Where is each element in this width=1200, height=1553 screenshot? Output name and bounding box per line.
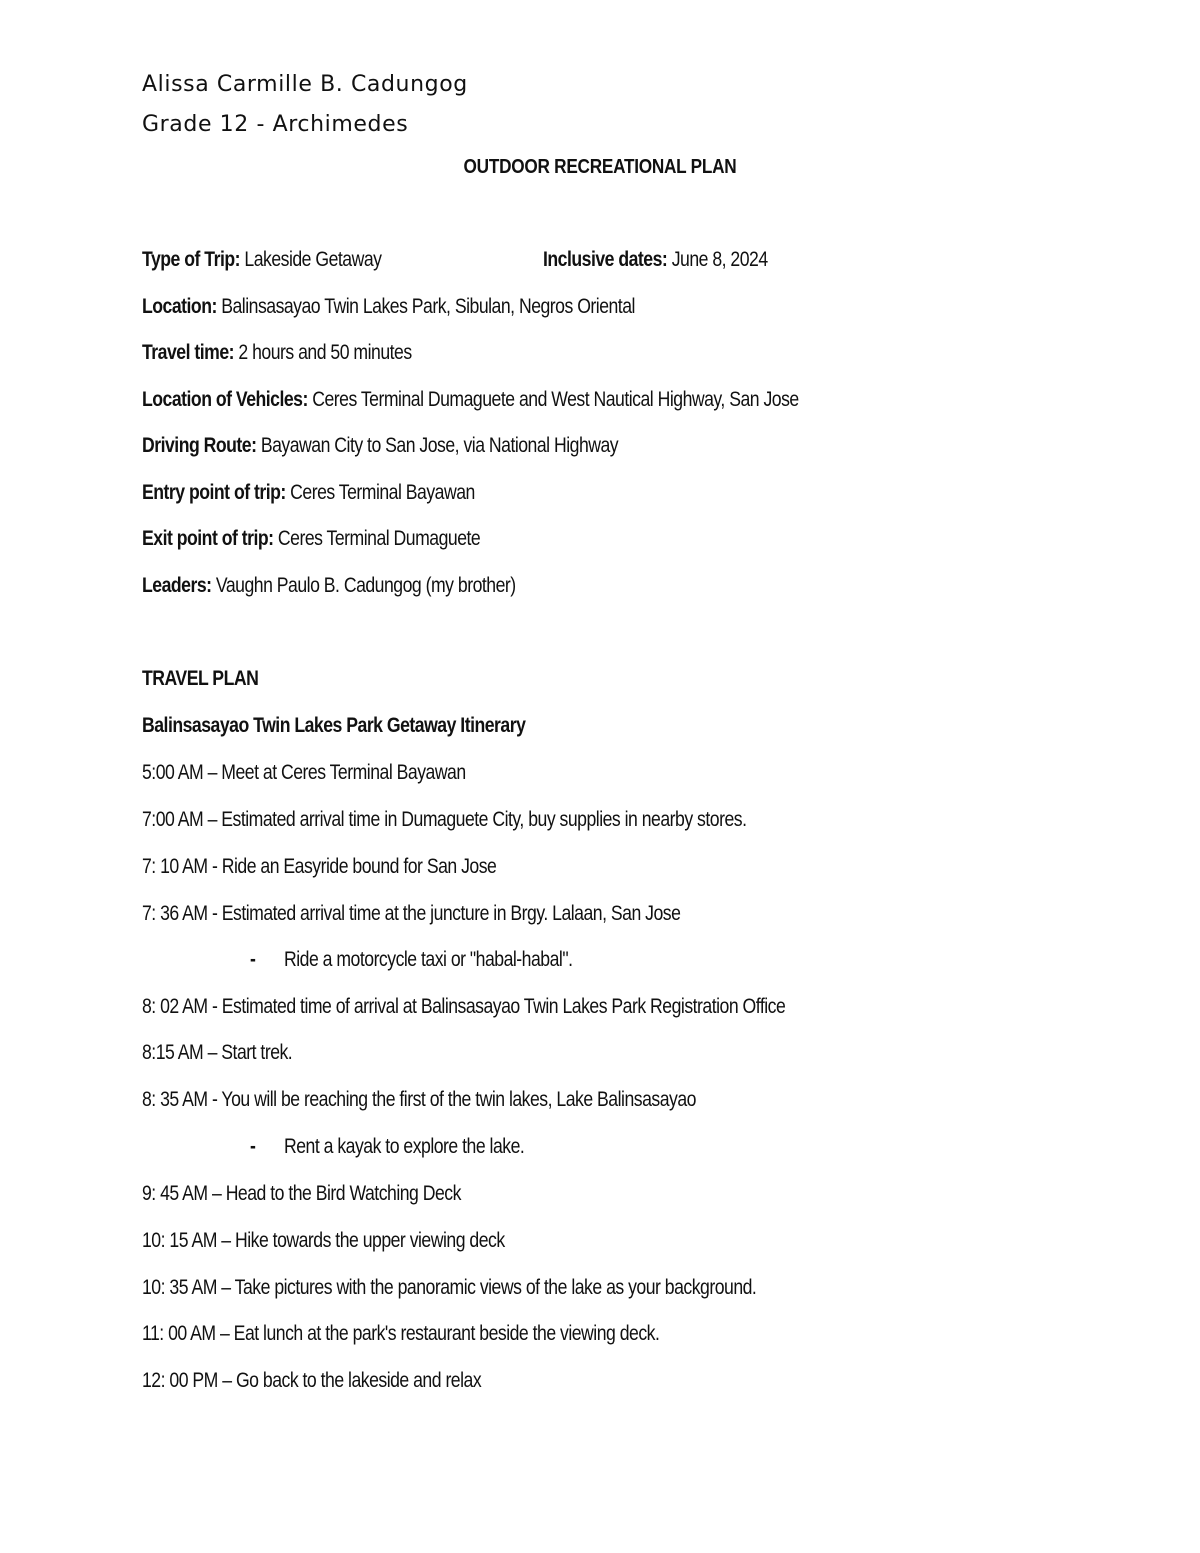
itinerary-item: 8: 35 AM - You will be reaching the first of the twin lakes, Lake Balinsasayao (142, 1088, 696, 1111)
inclusive-dates-value: June 8, 2024 (667, 248, 768, 271)
location-value: Balinsasayao Twin Lakes Park, Sibulan, Negros Oriental (216, 295, 635, 318)
travel-time-value: 2 hours and 50 minutes (234, 341, 412, 364)
leaders-label: Leaders: (142, 574, 212, 597)
itinerary-item: 11: 00 AM – Eat lunch at the park's restaurant beside the viewing deck. (142, 1322, 660, 1345)
travel-plan-heading-text: TRAVEL PLAN (142, 667, 259, 690)
itinerary-item: 12: 00 PM – Go back to the lakeside and relax (142, 1369, 482, 1392)
location-of-vehicles-value: Ceres Terminal Dumaguete and West Nautical Highway, San Jose (307, 388, 799, 411)
itinerary-item: 7: 10 AM - Ride an Easyride bound for San Jose (142, 855, 497, 878)
itinerary-item: 10: 15 AM – Hike towards the upper viewing deck (142, 1229, 505, 1252)
itinerary-item: 8:15 AM – Start trek. (142, 1041, 293, 1064)
driving-route (142, 434, 618, 458)
driving-route-value: Bayawan City to San Jose, via National Highway (256, 434, 619, 457)
itinerary-item: 9: 45 AM – Head to the Bird Watching Deck (142, 1182, 461, 1205)
driving-route-label: Driving Route: (142, 434, 257, 457)
exit-point-value: Ceres Terminal Dumaguete (273, 527, 481, 550)
itinerary-item: 7:00 AM – Estimated arrival time in Dumaguete City, buy supplies in nearby stores. (142, 808, 747, 831)
bullet-dash: - (250, 1135, 256, 1158)
travel-time (142, 341, 412, 365)
exit-point-label: Exit point of trip: (142, 527, 274, 550)
location-label: Location: (142, 295, 217, 318)
location-of-vehicles (142, 388, 799, 412)
itinerary-item: 8: 02 AM - Estimated time of arrival at Balinsasayao Twin Lakes Park Registration Office (142, 995, 786, 1018)
type-of-trip (142, 248, 381, 272)
student-name: Alissa Carmille B. Cadungog (142, 72, 468, 97)
itinerary-item: 10: 35 AM – Take pictures with the panoramic views of the lake as your background. (142, 1276, 757, 1299)
exit-point (142, 527, 480, 551)
itinerary-subitem: Rent a kayak to explore the lake. (284, 1135, 525, 1158)
leaders (142, 574, 516, 598)
itinerary-heading-text: Balinsasayao Twin Lakes Park Getaway Itinerary (142, 714, 526, 737)
type-of-trip-value: Lakeside Getaway (239, 248, 382, 271)
bullet-dash: - (250, 948, 256, 971)
itinerary-item: 5:00 AM – Meet at Ceres Terminal Bayawan (142, 761, 466, 784)
itinerary-heading (142, 714, 525, 738)
inclusive-dates-label: Inclusive dates: (543, 248, 668, 271)
inclusive-dates (543, 248, 768, 272)
student-grade: Grade 12 - Archimedes (142, 112, 409, 137)
travel-time-label: Travel time: (142, 341, 235, 364)
entry-point (142, 481, 475, 505)
location (142, 295, 635, 319)
page-title: OUTDOOR RECREATIONAL PLAN (463, 156, 737, 178)
travel-plan-heading (142, 667, 258, 691)
leaders-value: Vaughn Paulo B. Cadungog (my brother) (211, 574, 516, 597)
type-of-trip-label: Type of Trip: (142, 248, 240, 271)
itinerary-subitem: Ride a motorcycle taxi or "habal-habal". (284, 948, 573, 971)
location-of-vehicles-label: Location of Vehicles: (142, 388, 308, 411)
entry-point-value: Ceres Terminal Bayawan (285, 481, 475, 504)
itinerary-item: 7: 36 AM - Estimated arrival time at the juncture in Brgy. Lalaan, San Jose (142, 902, 681, 925)
entry-point-label: Entry point of trip: (142, 481, 286, 504)
